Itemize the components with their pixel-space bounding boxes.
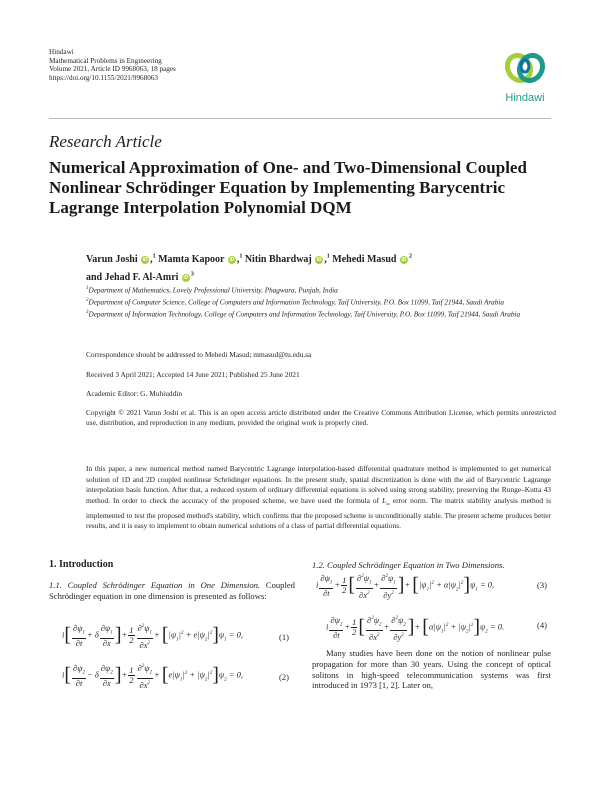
- equation-4: i $\frac{\partial\psi_2}{\partial t}$ + $\frac{1}{2}$ [ $\frac{\partial^2\psi_2}{\partial x^2}$ + $\frac{\partial^2\psi_2}{\partial y^2}$ ]+ $[\alpha|\psi_1|^2 + |\psi_2|^2]\psi_2 = 0$.: [326, 614, 505, 642]
- orcid-icon[interactable]: iD: [229, 257, 235, 264]
- orcid-icon[interactable]: iD: [142, 257, 148, 264]
- article-type: Research Article: [49, 132, 162, 151]
- author-4: [332, 254, 412, 265]
- hindawi-logo: [499, 48, 551, 106]
- author-5: [86, 272, 194, 283]
- equation-1-number: (1): [279, 632, 289, 642]
- journal-header: [49, 48, 176, 82]
- author-affiliation-mark: 1: [239, 254, 243, 260]
- author-1: [86, 254, 158, 265]
- abstract-part2: error norm. The matrix stability analysis method is implemented to test the proposed method's stability, which confirms that the proposed scheme is unconditionally stable. The present scheme produces better results, and it is easy to implement to obtain numerical solutions of a class of partial differential equations.: [86, 495, 551, 531]
- equation-3-number: (3): [537, 580, 547, 590]
- author-list: [86, 250, 556, 285]
- author-3: [245, 254, 332, 265]
- correspondence: Correspondence should be addressed to Mehedi Masud; mmasud@tu.edu.sa: [86, 350, 312, 359]
- equation-2-body: i[ $\frac{\partial\psi_2}{\partial t}$ − δ $\frac{\partial\psi_2}{\partial x}$ ]+ $\frac{1}{2}$ $\frac{\partial^2\psi_2}{\partial x^2}$ + $[e|\psi_1|^2 + |\psi_2|^2]\psi_2 = 0$,: [62, 662, 244, 690]
- author-affiliation-mark: 1: [152, 254, 156, 260]
- author-affiliation-mark: 3: [190, 271, 194, 278]
- author-separator: ,: [236, 254, 240, 266]
- header-divider: [49, 118, 551, 119]
- equation-1: i[ $\frac{\partial\psi_1}{\partial t}$ + δ $\frac{\partial\psi_1}{\partial x}$ ]+ $\frac{1}{2}$ $\frac{\partial^2\psi_1}{\partial x^2}$ + $[|\psi_1|^2 + e|\psi_2|^2]\psi_1 = 0$,: [62, 622, 244, 650]
- volume-info: Volume 2021, Article ID 9968063, 18 pages: [49, 65, 176, 74]
- author-affiliation-mark: 1: [326, 254, 330, 260]
- col1-text: Coupled Schrödinger equation in one dimension is presented as follows:: [49, 580, 295, 601]
- equation-3: i $\frac{\partial\psi_1}{\partial t}$ + $\frac{1}{2}$ [ $\frac{\partial^2\psi_1}{\partial x^2}$ + $\frac{\partial^2\psi_1}{\partial y^2}$ ]+ $[|\psi_1|^2 + \alpha|\psi_2|^2]\psi_1 = 0$,: [316, 572, 495, 600]
- affiliation-list: [86, 284, 556, 321]
- author-name: Nitin Bhardwaj: [244, 254, 312, 266]
- author-separator: ,: [150, 254, 153, 266]
- orcid-icon[interactable]: iD: [316, 257, 322, 264]
- abstract-part1: In this paper, a new numerical method named Barycentric Lagrange interpolation-based differential quadrature method is implemented to get numerical solution of 1D and 2D coupled nonlinear Schrödinger equations. In the present study, spatial discretization is done with the aid of Barycentric Lagrange interpolation basis function. After that, a reduced system of ordinary differential equations is solved using strong stability, preserving the Runge–Kutta 43 method. In order to check the accuracy of the proposed scheme, we have used the formula of: [86, 464, 551, 505]
- author-name: and Jehad F. Al-Amri: [86, 271, 179, 283]
- subsection-heading-1d: 1.1. Coupled Schrödinger Equation in One Dimension.: [49, 580, 261, 590]
- section-heading: 1. Introduction: [49, 559, 114, 570]
- affiliation-3: $^3$Department of Information Technology, College of Computers and Information Technology, Taif University, P.O. Box 11099, Taif 21944, Saudi Arabia: [86, 310, 521, 319]
- hindawi-logo-icon: [499, 48, 551, 92]
- subsection-heading-2d: 1.2. Coupled Schrödinger Equation in Two Dimensions.: [312, 560, 505, 570]
- journal-name: Mathematical Problems in Engineering: [49, 56, 162, 65]
- author-name: Mamta Kapoor: [158, 254, 225, 266]
- equation-2-number: (2): [279, 672, 289, 682]
- author-affiliation-mark: 2: [408, 254, 412, 260]
- publication-dates: Received 3 April 2021; Accepted 14 June 2021; Published 25 June 2021: [86, 370, 300, 379]
- orcid-icon[interactable]: iD: [401, 257, 407, 264]
- copyright-notice: Copyright © 2021 Varun Joshi et al. This is an open access article distributed under the Creative Commons Attribution License, which permits unrestricted use, distribution, and reproduction in any medium, provided the original work is properly cited.: [86, 408, 556, 428]
- equation-4-number: (4): [537, 620, 547, 630]
- logo-wordmark: Hindawi: [505, 92, 545, 104]
- col1-intro: [49, 580, 295, 602]
- orcid-icon[interactable]: iD: [183, 274, 189, 281]
- article-title: Numerical Approximation of One- and Two-Dimensional Coupled Nonlinear Schrödinger Equation by Implementing Barycentric Lagrange Interpolation Polynomial DQM: [49, 158, 527, 217]
- col2-text: Many studies have been done on the notion of nonlinear pulse propagation for more than 30 years. Using the concept of optical solitons in high-speed telecommunication systems was first introduced in 1973 [1, 2]. Later on,: [312, 648, 551, 691]
- affiliation-2: $^2$Department of Computer Science, College of Computers and Information Technology, Taif University, P.O. Box 11099, Taif 21944, Saudi Arabia: [86, 298, 504, 307]
- author-name: Mehedi Masud: [332, 254, 397, 266]
- publisher-name: Hindawi: [49, 48, 74, 56]
- doi-link[interactable]: https://doi.org/10.1155/2021/9968063: [49, 73, 159, 82]
- author-2: [158, 254, 245, 265]
- author-separator: ,: [324, 254, 327, 266]
- affiliation-1: $^1$Department of Mathematics, Lovely Professional University, Phagwara, Punjab, India: [86, 286, 338, 295]
- author-name: Varun Joshi: [86, 254, 138, 266]
- abstract: [86, 464, 551, 532]
- norm-symbol: L: [382, 495, 387, 505]
- academic-editor: Academic Editor: G. Muhiuddin: [86, 389, 183, 398]
- norm-subscript: ∞: [386, 502, 390, 508]
